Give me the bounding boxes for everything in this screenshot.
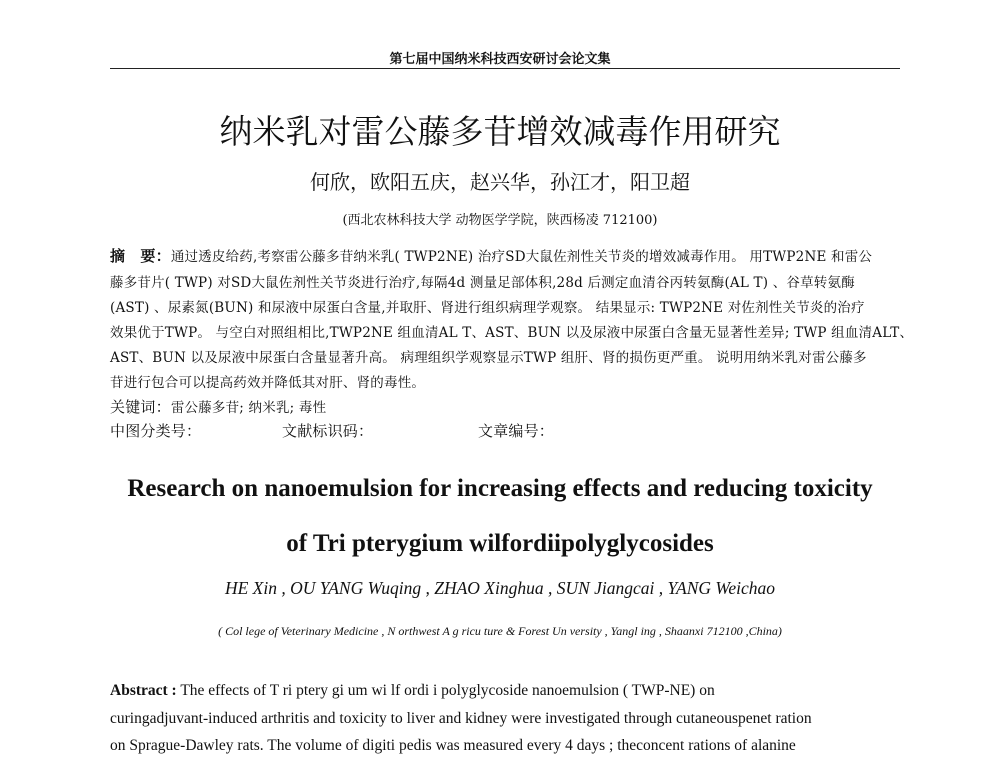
abstract-cn-line: 藤多苷片( TWP) 对SD大鼠佐剂性关节炎进行治疗,每隔4d 测量足部体积,28d 后测定血清谷丙转氨酶(AL T) 、谷草转氨酶 (110, 275, 855, 291)
abstract-cn-label: 摘 要： (110, 247, 171, 265)
authors: 何欣，欧阳五庆，赵兴华，孙江才，阳卫超 (310, 170, 690, 194)
article-no-label: 文章编号： (478, 422, 555, 440)
doc-code-label: 文献标识码： (282, 422, 374, 440)
abstract-cn-line: 摘 要：通过透皮给药,考察雷公藤多苷纳米乳( TWP2NE) 治疗SD大鼠佐剂性关节炎的增效减毒作用。 用TWP2NE 和雷公 (110, 247, 873, 265)
abstract-en-line: Abstract : The effects of T ri ptery gi um wi lf ordi i polyglycoside nanoemulsion ( TWP-NE) on (110, 682, 715, 699)
abstract-en-line: on Sprague-Dawley rats. The volume of digiti pedis was measured every 4 days ; theconcent rations of alanine (110, 737, 796, 754)
abstract-cn-line: 效果优于TWP。 与空白对照组相比,TWP2NE 组血清AL T、AST、BUN 以及尿液中尿蛋白含量无显著性差异; TWP 组血清ALT、 (110, 325, 914, 341)
running-header: 第七届中国纳米科技西安研讨会论文集 (389, 52, 611, 67)
abstract-cn-line: (AST) 、尿素氮(BUN) 和尿液中尿蛋白含量,并取肝、肾进行组织病理学观察。 结果显示: TWP2NE 对佐剂性关节炎的治疗 (110, 300, 865, 316)
clc-label: 中图分类号： (110, 422, 202, 440)
header-rule (110, 68, 900, 69)
abstract-en-label: Abstract : (110, 682, 177, 699)
keywords-cn: 关键词：雷公藤多苷; 纳米乳; 毒性 (110, 398, 327, 416)
abstract-cn-line: AST、BUN 以及尿液中尿蛋白含量显著升高。 病理组织学观察显示TWP 组肝、肾的损伤更严重。 说明用纳米乳对雷公藤多 (110, 350, 867, 366)
authors-en: HE Xin , OU YANG Wuqing , ZHAO Xinghua , SUN Jiangcai , YANG Weichao (224, 578, 776, 598)
abstract-cn-line: 苷进行包合可以提高药效并降低其对肝、肾的毒性。 (110, 375, 426, 391)
title-en-line: Research on nanoemulsion for increasing effects and reducing toxicity (127, 475, 873, 502)
affiliation-en: ( Col lege of Veterinary Medicine , N orthwest A g ricu ture & Forest Un versity , Yangl ing , Shaanxi 712100 ,China) (218, 624, 782, 638)
affiliation: (西北农林科技大学 动物医学学院，陕西杨凌 712100) (342, 213, 658, 228)
paper-title: 纳米乳对雷公藤多苷增效减毒作用研究 (219, 112, 781, 151)
title-en-line: of Tri pterygium wilfordiipolyglycosides (286, 530, 714, 557)
abstract-en-line: curingadjuvant-induced arthritis and toxicity to liver and kidney were investigated through cutaneouspenet ration (110, 710, 812, 727)
